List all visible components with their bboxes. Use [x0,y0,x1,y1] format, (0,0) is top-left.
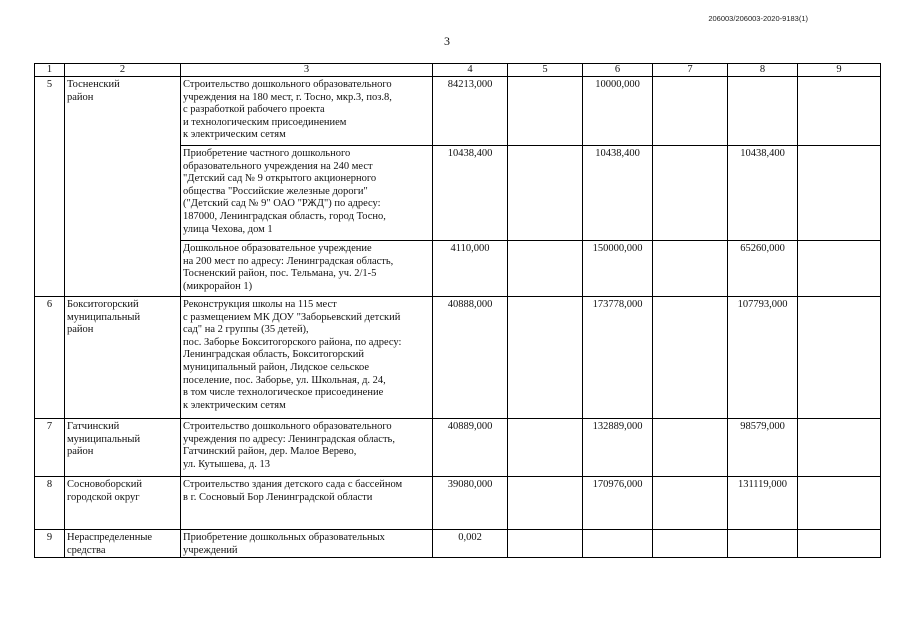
cell-col9 [798,146,881,241]
item-description: Дошкольное образовательное учреждение на 200 мест по адресу: Ленинградская область, Тосненский район, пос. Тельмана, уч. 2/1-5 (микрорайон 1) [181,241,433,297]
col-header-2: 2 [65,64,181,77]
cell-col4: 39080,000 [433,477,508,530]
funding-table [34,63,881,558]
cell-col6: 10438,400 [583,146,653,241]
cell-col4: 84213,000 [433,77,508,146]
cell-col7 [653,77,728,146]
cell-col4: 10438,400 [433,146,508,241]
cell-col8: 10438,400 [728,146,798,241]
cell-col8: 98579,000 [728,419,798,477]
item-description: Строительство дошкольного образовательного учреждения по адресу: Ленинградская область, Гатчинский район, дер. Малое Верево, ул. Кутышева, д. 13 [181,419,433,477]
cell-col9 [798,419,881,477]
cell-col9 [798,477,881,530]
cell-col4: 4110,000 [433,241,508,297]
region-name: Нераспределенные средства [65,530,181,558]
cell-col6 [583,530,653,558]
col-header-4: 4 [433,64,508,77]
cell-col5 [508,530,583,558]
row-number: 5 [35,77,65,297]
cell-col4: 40888,000 [433,297,508,419]
cell-col9 [798,241,881,297]
cell-col7 [653,146,728,241]
header-row [35,64,881,77]
document-id: 206003/206003-2020-9183(1) [708,14,808,23]
table-row [35,530,881,558]
cell-col6: 170976,000 [583,477,653,530]
region-name: Бокситогорский муниципальный район [65,297,181,419]
cell-col7 [653,297,728,419]
region-name: Сосновоборский городской округ [65,477,181,530]
cell-col4: 40889,000 [433,419,508,477]
cell-col9 [798,530,881,558]
cell-col5 [508,146,583,241]
col-header-3: 3 [181,64,433,77]
region-name: Тосненский район [65,77,181,297]
cell-col6: 10000,000 [583,77,653,146]
cell-col5 [508,419,583,477]
cell-col7 [653,477,728,530]
col-header-1: 1 [35,64,65,77]
col-header-7: 7 [653,64,728,77]
row-number: 7 [35,419,65,477]
cell-col8 [728,530,798,558]
table-row [35,77,881,146]
row-number: 8 [35,477,65,530]
cell-col9 [798,297,881,419]
col-header-6: 6 [583,64,653,77]
col-header-5: 5 [508,64,583,77]
cell-col5 [508,477,583,530]
cell-col8: 65260,000 [728,241,798,297]
cell-col5 [508,241,583,297]
cell-col7 [653,241,728,297]
cell-col5 [508,77,583,146]
item-description: Строительство дошкольного образовательного учреждения на 180 мест, г. Тосно, мкр.3, поз.8, с разработкой рабочего проекта и технологическим присоединением к электрическим сетям [181,77,433,146]
cell-col8: 107793,000 [728,297,798,419]
cell-col6: 173778,000 [583,297,653,419]
cell-col6: 150000,000 [583,241,653,297]
cell-col4: 0,002 [433,530,508,558]
cell-col5 [508,297,583,419]
cell-col8 [728,77,798,146]
row-number: 9 [35,530,65,558]
item-description: Приобретение дошкольных образовательных учреждений [181,530,433,558]
cell-col7 [653,419,728,477]
item-description: Реконструкция школы на 115 мест с размещением МК ДОУ "Заборьевский детский сад" на 2 группы (35 детей), пос. Заборье Бокситогорского района, по адресу: Ленинградская область, Бокситогорский муниципальный район, Лидское сельское поселение, пос. Заборье, ул. Школьная, д. 24, в том числе технологическое присоединение к электрическим сетям [181,297,433,419]
col-header-9: 9 [798,64,881,77]
cell-col7 [653,530,728,558]
cell-col9 [798,77,881,146]
table-row [35,297,881,419]
table-row [35,419,881,477]
region-name: Гатчинский муниципальный район [65,419,181,477]
row-number: 6 [35,297,65,419]
cell-col8: 131119,000 [728,477,798,530]
cell-col6: 132889,000 [583,419,653,477]
item-description: Строительство здания детского сада с бассейном в г. Сосновый Бор Ленинградской области [181,477,433,530]
table-row [35,477,881,530]
item-description: Приобретение частного дошкольного образовательного учреждения на 240 мест "Детский сад № 9 открытого акционерного общества "Российские железные дороги" ("Детский сад № 9" ОАО "РЖД") по адресу: 187000, Ленинградская область, город Тосно, улица Чехова, дом 1 [181,146,433,241]
col-header-8: 8 [728,64,798,77]
page-number: 3 [444,34,450,48]
